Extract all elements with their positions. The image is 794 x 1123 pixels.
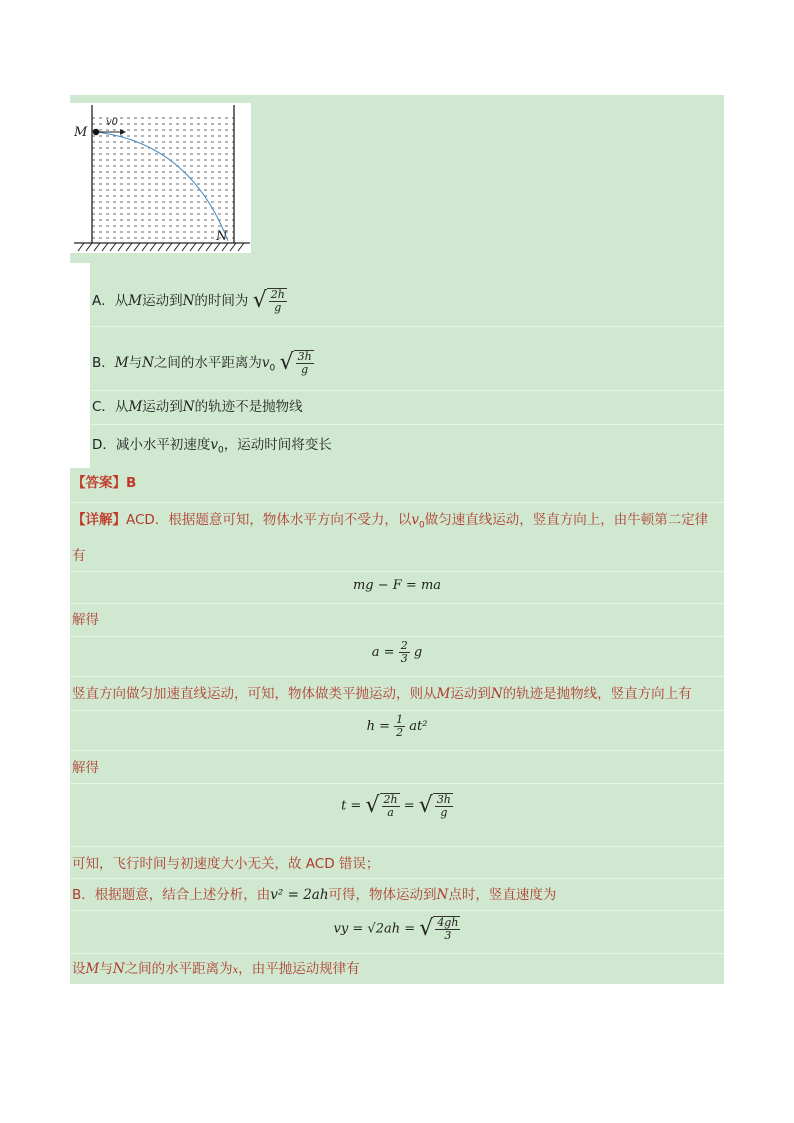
eq5-num: 4gh	[437, 916, 459, 929]
row-divider	[70, 603, 724, 604]
row-divider	[70, 502, 724, 503]
eq2-lhs: a =	[371, 645, 395, 660]
sqrt-icon: √	[419, 916, 434, 941]
option-c-prefix: C．从	[92, 399, 129, 415]
row-divider	[90, 390, 724, 391]
option-d-v-sub: 0	[218, 445, 224, 456]
option-b-suffix: 之间的水平距离为	[153, 355, 262, 371]
row-divider	[70, 636, 724, 637]
b-line-c: 点时，竖直速度为	[448, 887, 557, 903]
eq4-den-2: g	[440, 806, 448, 819]
option-a-mid: 运动到	[142, 293, 183, 309]
last-d: ，由平抛运动规律有	[238, 961, 360, 977]
sqrt-icon: √	[365, 793, 380, 818]
eq4-num-2: 3h	[436, 793, 451, 806]
eq3-frac	[394, 714, 405, 739]
row-divider	[70, 710, 724, 711]
b-line-eq: v² = 2ah	[270, 887, 329, 903]
option-a-suffix: 的时间为	[194, 293, 249, 309]
option-a-prefix: A．从	[92, 293, 129, 309]
line3-m: M	[436, 686, 451, 702]
equation-4	[70, 793, 724, 819]
last-c: 之间的水平距离为	[124, 961, 233, 977]
option-b-prefix: B．	[92, 355, 115, 371]
eq3-lhs: h =	[366, 719, 390, 734]
line3-n: N	[490, 686, 503, 702]
row-divider	[90, 326, 724, 327]
detail-line-1	[72, 511, 708, 535]
last-a: 设	[72, 961, 86, 977]
row-divider	[70, 846, 724, 847]
row-divider	[70, 571, 724, 572]
point-m-dot	[93, 129, 99, 135]
option-a-n: N	[182, 293, 195, 309]
option-c-n: N	[182, 399, 195, 415]
detail-label: 【详解】	[72, 512, 126, 528]
line3-b: 运动到	[450, 686, 491, 702]
detail-v: v	[411, 512, 419, 528]
answer-value: B	[126, 475, 137, 491]
option-a	[92, 288, 287, 314]
eq4-lhs: t =	[341, 798, 362, 814]
liquid-region	[92, 115, 234, 241]
line3-a: 竖直方向做匀加速直线运动，可知，物体做类平抛运动，则从	[72, 686, 437, 702]
eq4-equals: =	[403, 798, 415, 814]
equation-3	[70, 714, 724, 739]
option-c-mid: 运动到	[142, 399, 183, 415]
sqrt-icon: √	[279, 350, 294, 375]
option-d-suffix: ，运动时间将变长	[223, 437, 332, 453]
answer-line	[72, 474, 136, 492]
label-m: M	[74, 125, 88, 140]
label-n: N	[216, 229, 228, 244]
eq3-num: 1	[396, 713, 404, 726]
option-b-v: v	[261, 355, 270, 371]
sqrt-icon: √	[252, 288, 267, 313]
eq4-sqrt-1	[365, 793, 399, 819]
eq2-frac	[399, 640, 410, 665]
physics-diagram	[70, 103, 251, 253]
option-b-n: N	[142, 355, 154, 371]
row-divider	[70, 953, 724, 954]
line3-c: 的轨迹是抛物线，竖直方向上有	[502, 686, 692, 702]
option-b	[92, 350, 314, 378]
option-b-sqrt	[280, 350, 314, 376]
option-b-mid: 与	[128, 355, 143, 371]
option-a-den: g	[274, 301, 282, 314]
last-n: N	[112, 961, 125, 977]
conclusion-line: 可知，飞行时间与初速度大小无关，故 ACD 错误；	[72, 856, 380, 872]
last-b: 与	[99, 961, 113, 977]
row-divider	[70, 783, 724, 784]
b-line-a: B．根据题意，结合上述分析，由	[72, 887, 271, 903]
option-d-v: v	[210, 437, 219, 453]
ground-hatching	[78, 243, 244, 251]
solve-label-1: 解得	[72, 612, 99, 628]
equation-2	[70, 640, 724, 665]
option-a-num: 2h	[270, 288, 285, 301]
answer-label: 【答案】	[72, 475, 126, 491]
eq3-den: 2	[396, 726, 404, 739]
option-c	[92, 398, 303, 416]
b-line-n: N	[436, 887, 449, 903]
detail-line1-a: ACD．根据题意可知，物体水平方向不受力，以	[126, 512, 412, 528]
option-d-text: D．减小水平初速度	[92, 437, 211, 453]
option-c-m: M	[128, 399, 143, 415]
detail-line-2: 有	[72, 548, 86, 564]
sqrt-icon: √	[418, 793, 433, 818]
detail-line1-b: 做匀速直线运动，竖直方向上，由牛顿第二定律	[424, 512, 709, 528]
option-b-num: 3h	[297, 350, 312, 363]
option-a-m: M	[128, 293, 143, 309]
eq4-sqrt-2	[419, 793, 453, 819]
equation-5	[70, 916, 724, 942]
option-b-v-sub: 0	[269, 363, 276, 374]
eq4-den-1: a	[387, 806, 394, 819]
detail-line-3	[72, 685, 692, 703]
eq5-sqrt	[419, 916, 460, 942]
eq5-den: 3	[444, 929, 452, 942]
label-v0: v0	[106, 117, 119, 128]
eq5-mid: √2ah	[367, 921, 401, 937]
eq2-rhs: g	[413, 645, 423, 660]
row-divider	[70, 910, 724, 911]
row-divider	[70, 676, 724, 677]
solve-label-2: 解得	[72, 760, 99, 776]
option-a-sqrt	[253, 288, 287, 314]
equation-1: mg − F = ma	[352, 578, 442, 593]
last-line	[72, 960, 360, 980]
eq5-equals: =	[404, 921, 416, 937]
eq5-lhs: vy =	[333, 921, 364, 937]
eq3-rhs: at²	[409, 719, 428, 734]
eq4-num-1: 2h	[383, 793, 398, 806]
row-divider	[70, 750, 724, 751]
last-x: x	[232, 965, 239, 976]
option-b-m: M	[114, 355, 129, 371]
last-m: M	[85, 961, 100, 977]
option-d	[92, 436, 332, 460]
option-b-den: g	[301, 363, 309, 376]
option-c-suffix: 的轨迹不是抛物线	[194, 399, 303, 415]
row-divider	[90, 424, 724, 425]
eq2-den: 3	[400, 652, 408, 665]
b-line-b: 可得，物体运动到	[328, 887, 437, 903]
eq2-num: 2	[400, 639, 408, 652]
row-divider	[70, 878, 724, 879]
b-analysis-line	[72, 886, 556, 904]
detail-v-sub: 0	[418, 520, 425, 531]
